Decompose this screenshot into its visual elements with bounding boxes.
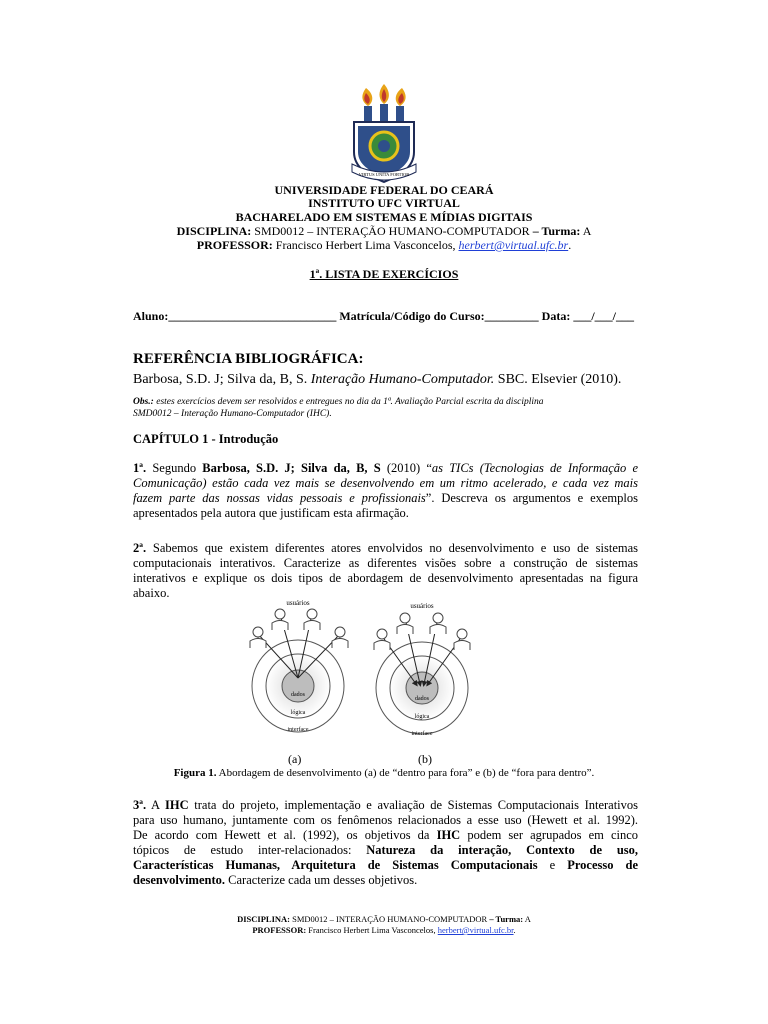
question-1-line-2: Comunicação) estão cada vez mais se desenvolvendo em um ritmo acelerado, e cada vez mais bbox=[133, 476, 638, 490]
question-3-line-5: Características Humanas, Arquitetura de Sistemas Computacionais e Processo de bbox=[133, 858, 638, 872]
student-info-line: Aluno:____________________________ Matrícula/Código do Curso:_________ Data: ___/___/___ bbox=[133, 309, 634, 323]
torch-icon bbox=[362, 88, 372, 122]
user-icon bbox=[304, 609, 320, 630]
diagram-inside-out bbox=[252, 599, 344, 733]
footer-discipline-line: DISCIPLINA: SMD0012 – INTERAÇÃO HUMANO-COMPUTADOR – Turma: A bbox=[237, 914, 531, 924]
list-title: 1ª. LISTA DE EXERCÍCIOS bbox=[309, 267, 459, 281]
question-3-line-4: tópicos de estudo inter-relacionados: Natureza da interação, Contexto de uso, bbox=[133, 843, 639, 857]
bibliography-reference: Barbosa, S.D. J; Silva da, B, S. Interação Humano-Computador. SBC. Elsevier (2010). bbox=[133, 372, 622, 387]
course-name: BACHARELADO EM SISTEMAS E MÍDIAS DIGITAIS bbox=[235, 210, 533, 224]
svg-text:dados: dados bbox=[415, 696, 429, 702]
university-name: UNIVERSIDADE FEDERAL DO CEARÁ bbox=[274, 183, 494, 197]
development-approach-figure bbox=[240, 596, 540, 746]
bibliography-heading: REFERÊNCIA BIBLIOGRÁFICA: bbox=[133, 351, 364, 367]
footer-professor-line: PROFESSOR: Francisco Herbert Lima Vasconcelos, herbert@virtual.ufc.br. bbox=[252, 925, 516, 935]
svg-text:dados: dados bbox=[291, 692, 305, 698]
svg-text:lógica: lógica bbox=[414, 714, 430, 720]
question-2-line-2: computacionais interativos. Caracterize as diferentes visões sobre a construção de sistemas bbox=[133, 556, 638, 570]
question-1-line-3: fazem parte das nossas vidas pessoais e profissionais”. Descreva os argumentos e exemplos bbox=[133, 491, 638, 505]
svg-text:lógica: lógica bbox=[290, 710, 306, 716]
professor-line: PROFESSOR: Francisco Herbert Lima Vasconcelos, herbert@virtual.ufc.br. bbox=[196, 238, 572, 252]
question-2-line-1: 2ª. Sabemos que existem diferentes atores envolvidos no desenvolvimento e uso de sistemas bbox=[133, 541, 638, 555]
footer-email-link[interactable]: herbert@virtual.ufc.br bbox=[437, 925, 514, 935]
question-3-line-2: para uso humano, juntamente com os fenômenos relacionados a esse uso (Hewett et al. 1992). bbox=[133, 813, 638, 827]
user-icon bbox=[332, 627, 348, 648]
question-3-line-1: 3ª. A IHC trata do projeto, implementação e avaliação de Sistemas Computacionais Interativos bbox=[133, 798, 639, 812]
university-crest-logo bbox=[344, 82, 424, 190]
svg-text:interface: interface bbox=[287, 727, 309, 733]
question-3-line-3: De acordo com Hewett et al. (1992), os objetivos da IHC podem ser agrupados em cinco bbox=[133, 828, 639, 842]
torch-icon bbox=[396, 88, 406, 122]
svg-text:usuários: usuários bbox=[410, 602, 434, 610]
svg-text:usuários: usuários bbox=[286, 599, 310, 607]
user-icon bbox=[454, 629, 470, 650]
figure-caption: Figura 1. Abordagem de desenvolvimento (a) de “dentro para fora” e (b) de “fora para dentro”. bbox=[173, 767, 595, 779]
svg-text:VIRTUS UNITA FORTIOR: VIRTUS UNITA FORTIOR bbox=[358, 172, 410, 177]
torch-icon bbox=[379, 84, 388, 122]
institute-name: INSTITUTO UFC VIRTUAL bbox=[308, 196, 460, 210]
question-1-line-4: apresentados pela autora que justificam esta afirmação. bbox=[133, 506, 409, 520]
figure-label-b: (b) bbox=[418, 752, 432, 766]
question-1-line-1: 1ª. Segundo Barbosa, S.D. J; Silva da, B, S (2010) “as TICs (Tecnologias de Informação e bbox=[133, 461, 639, 475]
figure-label-a: (a) bbox=[288, 752, 302, 766]
question-3-line-6: desenvolvimento. Caracterize cada um desses objetivos. bbox=[133, 873, 418, 887]
user-icon bbox=[397, 613, 413, 634]
professor-email-link[interactable]: herbert@virtual.ufc.br bbox=[458, 238, 569, 252]
user-icon bbox=[272, 609, 288, 630]
question-2-line-3: interativos e explique os dois tipos de abordagem de desenvolvimento apresentadas na figura bbox=[133, 571, 638, 585]
svg-text:interface: interface bbox=[411, 731, 433, 737]
discipline-line: DISCIPLINA: SMD0012 – INTERAÇÃO HUMANO-COMPUTADOR – Turma: A bbox=[176, 224, 592, 238]
diagram-outside-in bbox=[376, 602, 468, 737]
user-icon bbox=[374, 629, 390, 650]
observation-note: Obs.: estes exercícios devem ser resolvidos e entregues no dia da 1ª. Avaliação Parcial escrita da disciplina SMD0012 – Interação Humano-Computador (IHC). bbox=[133, 397, 544, 419]
user-icon bbox=[430, 613, 446, 634]
user-icon bbox=[250, 627, 266, 648]
chapter-heading: CAPÍTULO 1 - Introdução bbox=[133, 432, 279, 446]
question-2-line-4: abaixo. bbox=[133, 586, 170, 600]
